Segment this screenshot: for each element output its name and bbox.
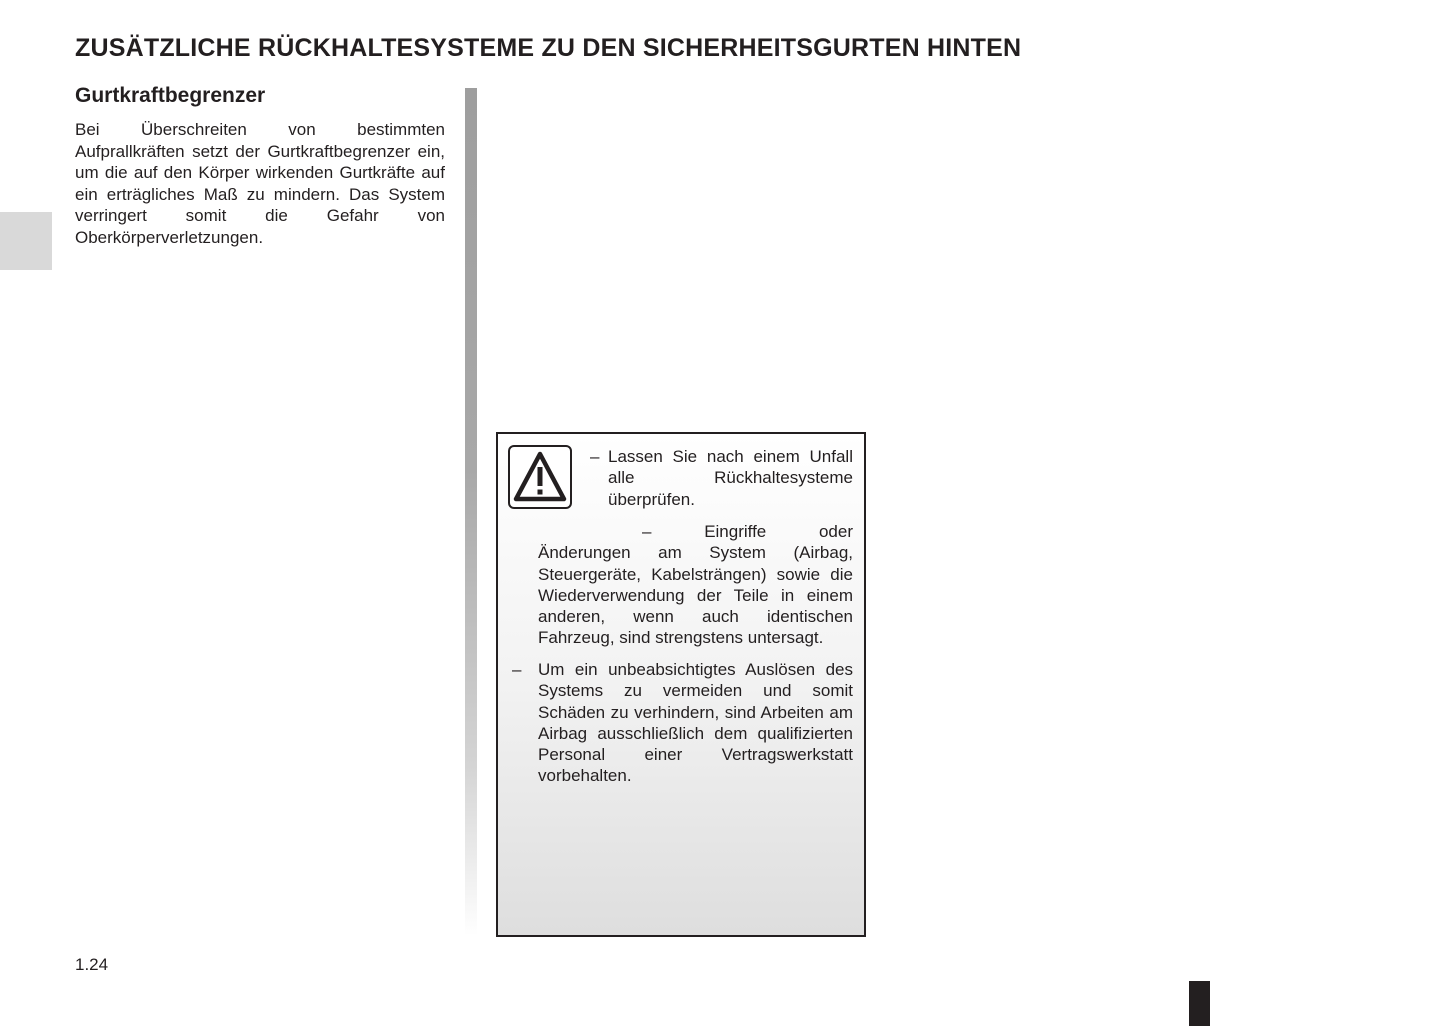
warning-item — [512, 659, 853, 787]
warning-item-text: Eingriffe oder Änderungen am System (Airbag, Steuergeräte, Kabelsträngen) sowie die Wiederverwendung der Teile in einem anderen, wenn auch identischen Fahrzeug, sind strengstens untersagt. — [538, 522, 853, 648]
warning-item-text: Lassen Sie nach einem Unfall alle Rückhaltesysteme überprüfen. — [608, 447, 853, 509]
page-number: 1.24 — [75, 955, 109, 974]
section-heading: Gurtkraftbegrenzer — [75, 84, 266, 107]
chapter-tab — [0, 212, 52, 270]
warning-box — [496, 432, 866, 937]
section-body-text: Bei Überschreiten von bestimmten Aufprallkräften setzt der Gurtkraftbegrenzer ein, um die auf den Körper wirkenden Gurtkräfte auf ein erträgliches Maß zu mindern. Das System verringert somit die Gefahr von Oberkörperverletzungen. — [75, 120, 445, 247]
warning-item — [590, 446, 853, 510]
dash-marker: – — [590, 447, 600, 466]
dash-marker: – — [512, 660, 522, 679]
warning-triangle-icon — [508, 445, 572, 509]
column-divider — [465, 88, 477, 936]
page-title: ZUSÄTZLICHE RÜCKHALTESYSTEME ZU DEN SICHERHEITSGURTEN HINTEN — [75, 34, 1022, 62]
page-corner-marker — [1189, 981, 1210, 1026]
dash-marker: – — [642, 522, 652, 541]
warning-item — [538, 521, 853, 649]
warning-item-text: Um ein unbeabsichtigtes Auslösen des Systems zu vermeiden und somit Schäden zu verhindern, sind Arbeiten am Airbag ausschließlich dem qualifizierten Personal einer Vertragswerkstatt vorbehalten. — [538, 660, 853, 786]
